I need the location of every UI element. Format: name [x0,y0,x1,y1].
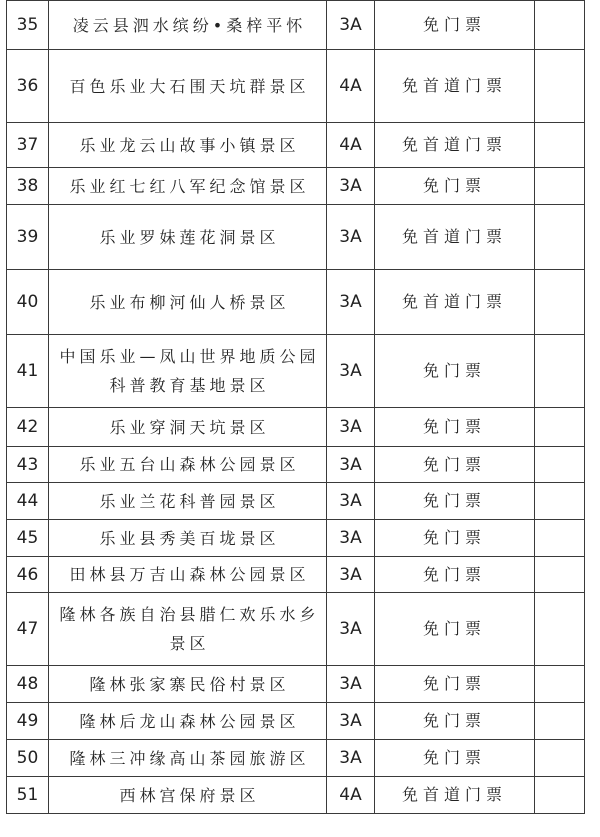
scenic-spot-name: 隆林后龙山森林公园景区 [49,703,327,740]
scenic-spot-name: 乐业罗妹莲花洞景区 [49,205,327,270]
table-row [7,447,585,483]
remark-cell [535,483,585,520]
table-row [7,270,585,335]
row-number: 51 [7,777,49,814]
ticket-policy: 免首道门票 [375,270,535,335]
row-number: 39 [7,205,49,270]
ticket-policy: 免门票 [375,408,535,447]
ticket-policy: 免首道门票 [375,205,535,270]
table-row [7,666,585,703]
ticket-policy: 免首道门票 [375,123,535,168]
remark-cell [535,777,585,814]
scenic-spot-name: 隆林张家寨民俗村景区 [49,666,327,703]
rating-level: 3A [327,205,375,270]
ticket-policy: 免门票 [375,1,535,50]
rating-level: 3A [327,740,375,777]
rating-level: 3A [327,270,375,335]
remark-cell [535,520,585,557]
rating-level: 3A [327,557,375,593]
ticket-policy: 免门票 [375,483,535,520]
rating-level: 3A [327,520,375,557]
row-number: 41 [7,335,49,408]
scenic-spot-name: 乐业县秀美百垅景区 [49,520,327,557]
remark-cell [535,335,585,408]
table-row [7,557,585,593]
ticket-policy: 免门票 [375,593,535,666]
table-row [7,740,585,777]
rating-level: 4A [327,50,375,123]
row-number: 38 [7,168,49,205]
ticket-policy: 免门票 [375,557,535,593]
ticket-policy: 免门票 [375,447,535,483]
scenic-spot-name: 隆林各族自治县腊仁欢乐水乡景区 [49,593,327,666]
rating-level: 4A [327,777,375,814]
remark-cell [535,205,585,270]
rating-level: 3A [327,168,375,205]
scenic-spot-name: 乐业穿洞天坑景区 [49,408,327,447]
scenic-spot-name: 乐业兰花科普园景区 [49,483,327,520]
row-number: 42 [7,408,49,447]
ticket-policy: 免门票 [375,666,535,703]
scenic-spot-name: 乐业五台山森林公园景区 [49,447,327,483]
table-row [7,777,585,814]
row-number: 50 [7,740,49,777]
row-number: 48 [7,666,49,703]
remark-cell [535,168,585,205]
table-row [7,593,585,666]
scenic-spot-name: 乐业布柳河仙人桥景区 [49,270,327,335]
scenic-spot-table-page [6,0,584,835]
ticket-policy: 免首道门票 [375,777,535,814]
row-number: 43 [7,447,49,483]
ticket-policy: 免门票 [375,703,535,740]
row-number: 49 [7,703,49,740]
remark-cell [535,740,585,777]
rating-level: 3A [327,666,375,703]
rating-level: 3A [327,483,375,520]
remark-cell [535,50,585,123]
ticket-policy: 免首道门票 [375,50,535,123]
table-row [7,1,585,50]
row-number: 44 [7,483,49,520]
table-row [7,703,585,740]
table-row [7,520,585,557]
remark-cell [535,703,585,740]
row-number: 45 [7,520,49,557]
scenic-spot-name: 西林宫保府景区 [49,777,327,814]
scenic-spot-name: 隆林三冲缘高山茶园旅游区 [49,740,327,777]
table-row [7,335,585,408]
table-row [7,50,585,123]
ticket-policy: 免门票 [375,740,535,777]
rating-level: 3A [327,1,375,50]
table-row [7,168,585,205]
table-row [7,205,585,270]
rating-level: 3A [327,447,375,483]
rating-level: 3A [327,593,375,666]
row-number: 36 [7,50,49,123]
remark-cell [535,447,585,483]
rating-level: 3A [327,335,375,408]
remark-cell [535,557,585,593]
table-row [7,483,585,520]
scenic-spot-name: 乐业红七红八军纪念馆景区 [49,168,327,205]
remark-cell [535,123,585,168]
scenic-spot-name: 百色乐业大石围天坑群景区 [49,50,327,123]
ticket-policy: 免门票 [375,335,535,408]
rating-level: 4A [327,123,375,168]
rating-level: 3A [327,408,375,447]
ticket-policy: 免门票 [375,520,535,557]
remark-cell [535,408,585,447]
scenic-spot-name: 凌云县泗水缤纷•桑梓平怀 [49,1,327,50]
row-number: 47 [7,593,49,666]
remark-cell [535,593,585,666]
rating-level: 3A [327,703,375,740]
remark-cell [535,666,585,703]
table-row [7,408,585,447]
row-number: 35 [7,1,49,50]
scenic-spot-name: 中国乐业—凤山世界地质公园科普教育基地景区 [49,335,327,408]
remark-cell [535,1,585,50]
row-number: 46 [7,557,49,593]
table-row [7,123,585,168]
scenic-spot-name: 田林县万吉山森林公园景区 [49,557,327,593]
remark-cell [535,270,585,335]
row-number: 37 [7,123,49,168]
row-number: 40 [7,270,49,335]
scenic-spot-name: 乐业龙云山故事小镇景区 [49,123,327,168]
ticket-policy: 免门票 [375,168,535,205]
scenic-spot-table [6,0,585,814]
